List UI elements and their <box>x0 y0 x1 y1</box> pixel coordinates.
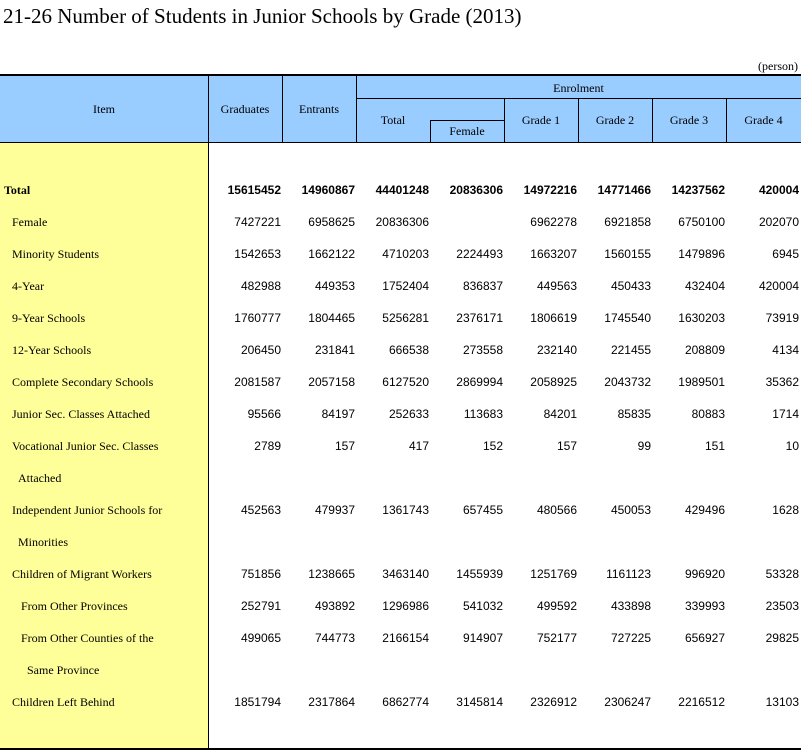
cell-value: 10 <box>785 439 799 453</box>
cell-value: 84201 <box>543 407 577 421</box>
cell-value: 13103 <box>765 695 799 709</box>
cell-value: 7427221 <box>234 215 281 229</box>
header-grade-1: Grade 1 <box>521 113 561 127</box>
cell-value: 1238665 <box>308 567 355 581</box>
page-title: 21-26 Number of Students in Junior Schools by Grade (2013) <box>3 4 522 28</box>
cell-value: 35362 <box>765 375 799 389</box>
cell-value: 499065 <box>240 631 281 645</box>
table-row <box>0 270 801 302</box>
cell-value: 1361743 <box>382 503 429 517</box>
row-label: From Other Counties of the <box>21 631 154 645</box>
cell-value: 232140 <box>536 343 577 357</box>
cell-value: 541032 <box>462 599 503 613</box>
cell-value: 2043732 <box>604 375 651 389</box>
table-row <box>0 334 801 366</box>
cell-value: 752177 <box>536 631 577 645</box>
cell-value: 99 <box>637 439 651 453</box>
unit-label: (person) <box>758 59 798 73</box>
table-row <box>0 494 801 526</box>
cell-value: 1851794 <box>234 695 281 709</box>
cell-value: 23503 <box>765 599 799 613</box>
cell-value: 152 <box>482 439 503 453</box>
cell-value: 1662122 <box>308 247 355 261</box>
cell-value: 1560155 <box>604 247 651 261</box>
cell-value: 1752404 <box>382 279 429 293</box>
cell-value: 2306247 <box>604 695 651 709</box>
cell-value: 432404 <box>684 279 725 293</box>
cell-value: 14960867 <box>301 183 355 197</box>
table-row <box>0 590 801 622</box>
cell-value: 2166154 <box>382 631 429 645</box>
cell-value: 1806619 <box>530 311 577 325</box>
cell-value: 2058925 <box>530 375 577 389</box>
cell-value: 151 <box>704 439 725 453</box>
cell-value: 206450 <box>240 343 281 357</box>
cell-value: 656927 <box>684 631 725 645</box>
cell-value: 6750100 <box>678 215 725 229</box>
row-label: Minorities <box>18 535 68 549</box>
cell-value: 420004 <box>758 279 799 293</box>
cell-value: 20836306 <box>375 215 429 229</box>
table-row <box>0 654 801 686</box>
cell-value: 157 <box>334 439 355 453</box>
cell-value: 996920 <box>684 567 725 581</box>
cell-value: 3145814 <box>456 695 503 709</box>
row-label: Attached <box>18 471 62 485</box>
cell-value: 480566 <box>536 503 577 517</box>
row-label: Children Left Behind <box>12 695 115 709</box>
table-row <box>0 398 801 430</box>
cell-value: 113683 <box>463 407 503 421</box>
cell-value: 84197 <box>321 407 355 421</box>
row-label: From Other Provinces <box>21 599 128 613</box>
table-row <box>0 206 801 238</box>
table-row <box>0 430 801 462</box>
cell-value: 1760777 <box>234 311 281 325</box>
header-item: Item <box>93 102 115 116</box>
cell-value: 85835 <box>617 407 651 421</box>
cell-value: 95566 <box>247 407 281 421</box>
cell-value: 1663207 <box>530 247 577 261</box>
cell-value: 202070 <box>758 215 799 229</box>
cell-value: 2317864 <box>308 695 355 709</box>
cell-value: 657455 <box>462 503 503 517</box>
table-bottom-border <box>0 748 801 750</box>
cell-value: 1714 <box>772 407 799 421</box>
cell-value: 4710203 <box>382 247 429 261</box>
row-label: Junior Sec. Classes Attached <box>12 407 150 421</box>
header-grade-2: Grade 2 <box>595 113 635 127</box>
cell-value: 14972216 <box>523 183 577 197</box>
cell-value: 479937 <box>314 503 355 517</box>
cell-value: 450433 <box>610 279 651 293</box>
cell-value: 2216512 <box>678 695 725 709</box>
row-label: Same Province <box>27 663 100 677</box>
table-row <box>0 174 801 206</box>
cell-value: 5256281 <box>382 311 429 325</box>
header-grade-4: Grade 4 <box>744 113 783 127</box>
cell-value: 3463140 <box>382 567 429 581</box>
cell-value: 1161123 <box>606 567 651 581</box>
cell-value: 1251769 <box>530 567 577 581</box>
table-top-border <box>0 74 801 76</box>
cell-value: 666538 <box>388 343 429 357</box>
table-row <box>0 238 801 270</box>
header-female: Female <box>449 124 485 138</box>
cell-value: 4134 <box>772 343 799 357</box>
table-row <box>0 366 801 398</box>
row-label: Female <box>12 215 48 229</box>
cell-value: 1479896 <box>678 247 725 261</box>
cell-value: 208809 <box>684 343 725 357</box>
cell-value: 727225 <box>610 631 651 645</box>
cell-value: 493892 <box>314 599 355 613</box>
cell-value: 14237562 <box>671 183 725 197</box>
cell-value: 420004 <box>758 183 799 197</box>
cell-value: 2081587 <box>234 375 281 389</box>
cell-value: 1628 <box>772 503 799 517</box>
row-label: Children of Migrant Workers <box>12 567 152 581</box>
cell-value: 417 <box>408 439 429 453</box>
cell-value: 80883 <box>691 407 725 421</box>
cell-value: 2057158 <box>308 375 355 389</box>
cell-value: 6945 <box>772 247 799 261</box>
header-total: Total <box>380 113 406 127</box>
cell-value: 449353 <box>314 279 355 293</box>
row-label: 12-Year Schools <box>12 343 92 357</box>
row-label: 4-Year <box>12 279 45 293</box>
cell-value: 6958625 <box>308 215 355 229</box>
table-row <box>0 686 801 718</box>
cell-value: 1989501 <box>678 375 725 389</box>
cell-value: 20836306 <box>449 183 503 197</box>
row-label: 9-Year Schools <box>12 311 86 325</box>
cell-value: 1630203 <box>678 311 725 325</box>
table-row <box>0 462 801 494</box>
cell-value: 15615452 <box>227 183 281 197</box>
cell-value: 53328 <box>765 567 799 581</box>
cell-value: 482988 <box>240 279 281 293</box>
cell-value: 1745540 <box>604 311 651 325</box>
header-enrolment: Enrolment <box>553 81 604 95</box>
cell-value: 29825 <box>765 631 799 645</box>
cell-value: 252633 <box>388 407 429 421</box>
cell-value: 914907 <box>462 631 503 645</box>
row-label: Vocational Junior Sec. Classes <box>12 439 159 453</box>
table-row <box>0 558 801 590</box>
cell-value: 449563 <box>536 279 577 293</box>
header-entrants: Entrants <box>299 102 339 116</box>
cell-value: 252791 <box>240 599 281 613</box>
row-label: Independent Junior Schools for <box>12 503 163 517</box>
cell-value: 2376171 <box>456 311 503 325</box>
cell-value: 433898 <box>610 599 651 613</box>
cell-value: 2326912 <box>530 695 577 709</box>
cell-value: 1542653 <box>234 247 281 261</box>
header-graduates: Graduates <box>220 102 270 116</box>
cell-value: 836837 <box>462 279 503 293</box>
cell-value: 1296986 <box>382 599 429 613</box>
cell-value: 44401248 <box>375 183 429 197</box>
cell-value: 221455 <box>610 343 651 357</box>
cell-value: 73919 <box>765 311 799 325</box>
cell-value: 499592 <box>536 599 577 613</box>
female-top-line <box>430 120 504 121</box>
cell-value: 6862774 <box>382 695 429 709</box>
cell-value: 452563 <box>240 503 281 517</box>
cell-value: 6921858 <box>604 215 651 229</box>
cell-value: 231841 <box>314 343 355 357</box>
cell-value: 1804465 <box>308 311 355 325</box>
cell-value: 751856 <box>240 567 281 581</box>
cell-value: 6127520 <box>382 375 429 389</box>
table-row <box>0 302 801 334</box>
cell-value: 273558 <box>462 343 503 357</box>
cell-value: 2789 <box>254 439 281 453</box>
table-row <box>0 526 801 558</box>
table-row <box>0 622 801 654</box>
cell-value: 14771466 <box>597 183 651 197</box>
cell-value: 450053 <box>610 503 651 517</box>
cell-value: 744773 <box>314 631 355 645</box>
header-bottom-line <box>0 142 801 143</box>
row-label: Minority Students <box>12 247 100 261</box>
cell-value: 2224493 <box>456 247 503 261</box>
cell-value: 339993 <box>684 599 725 613</box>
cell-value: 6962278 <box>530 215 577 229</box>
cell-value: 2869994 <box>456 375 503 389</box>
cell-value: 157 <box>556 439 577 453</box>
row-label: Complete Secondary Schools <box>12 375 154 389</box>
cell-value: 429496 <box>684 503 725 517</box>
row-label: Total <box>4 183 31 197</box>
header-grade-3: Grade 3 <box>669 113 709 127</box>
cell-value: 1455939 <box>456 567 503 581</box>
